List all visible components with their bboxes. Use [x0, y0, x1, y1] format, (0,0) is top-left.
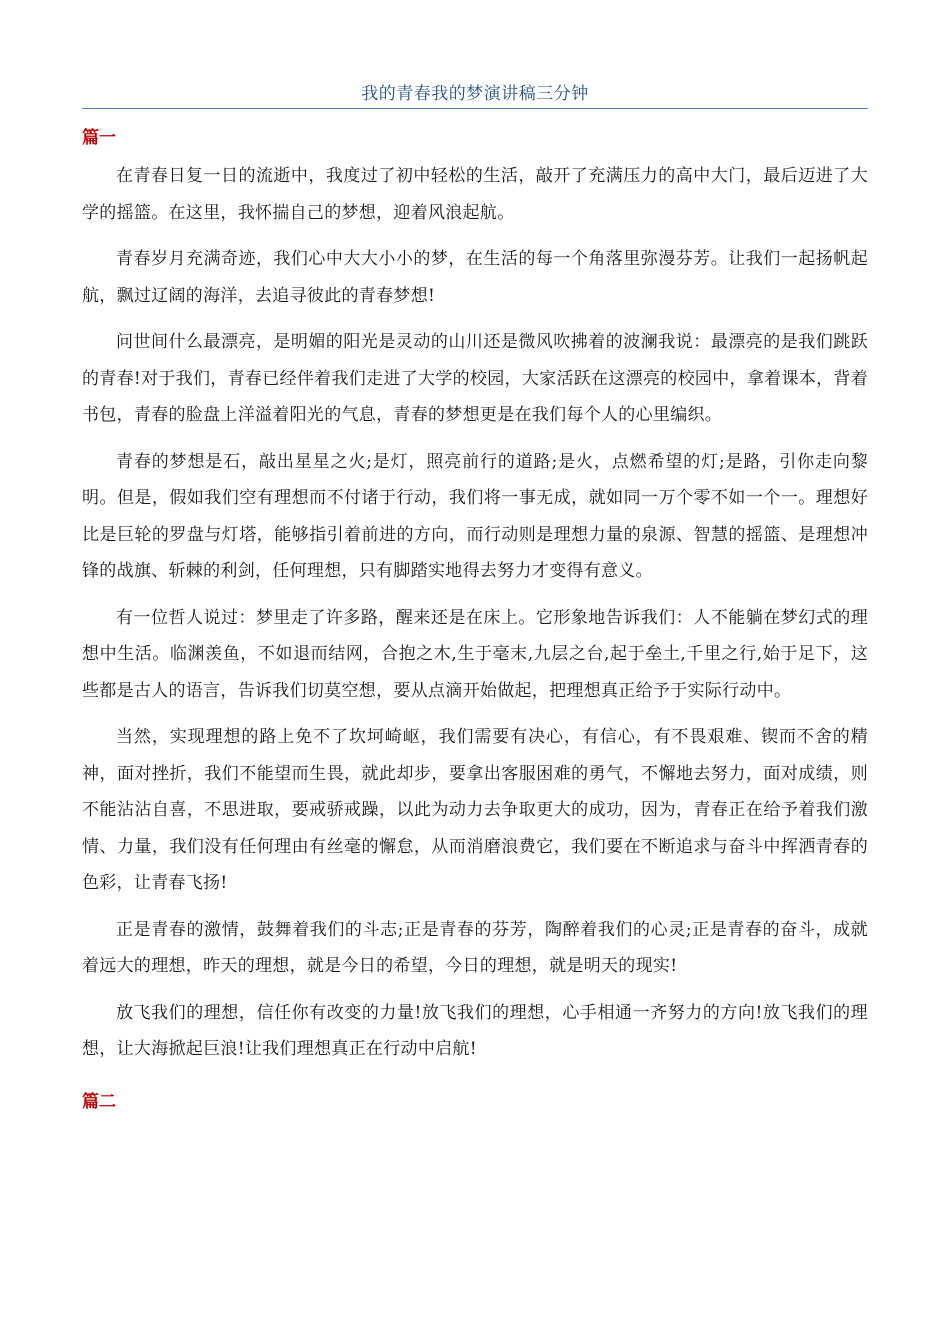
paragraph: 在青春日复一日的流逝中，我度过了初中轻松的生活，敲开了充满压力的高中大门，最后迈进了大学的摇篮。在这里，我怀揣自己的梦想，迎着风浪起航。 — [82, 166, 868, 223]
paragraph: 当然，实现理想的路上免不了坎坷崎岖，我们需要有决心，有信心，有不畏艰难、锲而不舍的精神，面对挫折，我们不能望而生畏，就此却步，要拿出客服困难的勇气，不懈地去努力，面对成绩，则不能沾沾自喜，不思进取，要戒骄戒躁，以此为动力去争取更大的成功，因为，青春正在给予着我们激情、力量，我们没有任何理由有丝毫的懈怠，从而消磨浪费它，我们要在不断追求与奋斗中挥洒青春的色彩，让青春飞扬! — [82, 727, 868, 893]
paragraph: 有一位哲人说过：梦里走了许多路，醒来还是在床上。它形象地告诉我们：人不能躺在梦幻式的理想中生活。临渊羡鱼，不如退而结网，合抱之木,生于毫末,九层之台,起于垒土,千里之行,始于足下，这些都是古人的语言，告诉我们切莫空想，要从点滴开始做起，把理想真正给予于实际行动中。 — [82, 607, 868, 701]
paragraph: 正是青春的激情，鼓舞着我们的斗志;正是青春的芬芳，陶醉着我们的心灵;正是青春的奋斗，成就着远大的理想，昨天的理想，就是今日的希望，今日的理想，就是明天的现实! — [82, 919, 868, 976]
document-title: 我的青春我的梦演讲稿三分钟 — [361, 84, 589, 104]
document-body — [82, 124, 868, 1122]
paragraph: 问世间什么最漂亮，是明媚的阳光是灵动的山川还是微风吹拂着的波澜我说：最漂亮的是我们跳跃的青春!对于我们，青春已经伴着我们走进了大学的校园，大家活跃在这漂亮的校园中，拿着课本，背着书包，青春的脸盘上洋溢着阳光的气息，青春的梦想更是在我们每个人的心里编织。 — [82, 332, 868, 425]
section-heading-1: 篇一 — [82, 128, 116, 148]
section-heading-2: 篇二 — [82, 1091, 116, 1112]
paragraph: 放飞我们的理想，信任你有改变的力量!放飞我们的理想，心手相通一齐努力的方向!放飞我们的理想，让大海掀起巨浪!让我们理想真正在行动中启航! — [82, 1002, 868, 1059]
document-header — [82, 80, 868, 109]
paragraph: 青春岁月充满奇迹，我们心中大大小小的梦，在生活的每一个角落里弥漫芬芳。让我们一起扬帆起航，飘过辽阔的海洋，去追寻彼此的青春梦想! — [82, 249, 868, 306]
paragraph: 青春的梦想是石，敲出星星之火;是灯，照亮前行的道路;是火，点燃希望的灯;是路，引你走向黎明。但是，假如我们空有理想而不付诸于行动，我们将一事无成，就如同一万个零不如一个一。理想好比是巨轮的罗盘与灯塔，能够指引着前进的方向，而行动则是理想力量的泉源、智慧的摇篮、是理想冲锋的战旗、斩棘的利剑，任何理想，只有脚踏实地得去努力才变得有意义。 — [82, 451, 868, 581]
